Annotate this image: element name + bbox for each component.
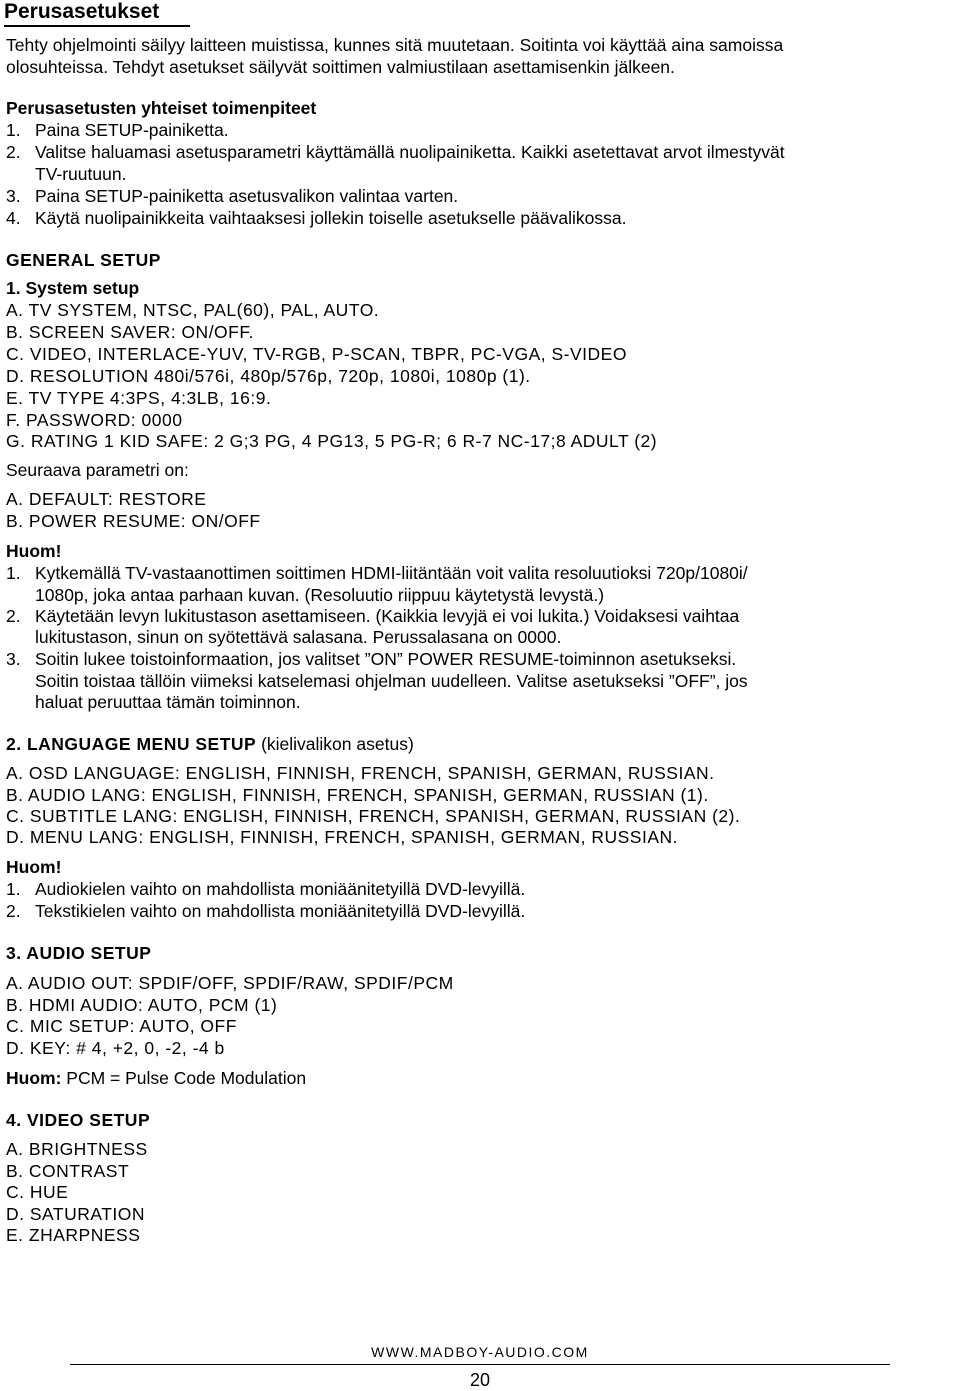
footer-url: WWW.MADBOY-AUDIO.COM — [371, 1344, 589, 1360]
note-line: 2. Käytetään levyn lukitustason asettamiseen. (Kaikkia levyjä ei voi lukita.) Voidaksesi vaihtaa — [6, 606, 740, 626]
note-line: 1080p, joka antaa parhaan kuvan. (Resoluutio riippuu käytetystä levystä.) — [35, 585, 605, 605]
page-number: 20 — [469, 1370, 491, 1390]
note-line: 3. Soitin lukee toistoinformaation, jos valitset ”ON” POWER RESUME-toiminnon asetukseksi. — [6, 649, 737, 669]
note-line: 1. Audiokielen vaihto on mahdollista moniäänitetyillä DVD-levyillä. — [6, 879, 526, 899]
footer-divider — [70, 1364, 890, 1365]
note-label: Huom! — [6, 541, 62, 561]
setting-item: E. ZHARPNESS — [6, 1225, 141, 1245]
note-line: haluat peruuttaa tämän toiminnon. — [35, 692, 301, 712]
setting-item: B. CONTRAST — [6, 1161, 130, 1181]
common-step: 4. Käytä nuolipainikkeita vaihtaaksesi jollekin toiselle asetukselle päävalikossa. — [6, 208, 627, 228]
language-heading-suffix: (kielivalikon asetus) — [261, 734, 414, 754]
setting-item: A. BRIGHTNESS — [6, 1139, 148, 1159]
setting-item: D. KEY: # 4, +2, 0, -2, -4 b — [6, 1038, 225, 1058]
setting-item: G. RATING 1 KID SAFE: 2 G;3 PG, 4 PG13, 5 PG-R; 6 R-7 NC-17;8 ADULT (2) — [6, 431, 658, 451]
common-heading: Perusasetusten yhteiset toimenpiteet — [6, 98, 317, 118]
setting-item: D. MENU LANG: ENGLISH, FINNISH, FRENCH, SPANISH, GERMAN, RUSSIAN. — [6, 827, 678, 847]
language-heading: 2. LANGUAGE MENU SETUP — [6, 734, 257, 754]
intro-line: Tehty ohjelmointi säilyy laitteen muistissa, kunnes sitä muutetaan. Soitinta voi käyttää aina samoissa — [6, 35, 784, 55]
setting-item: A. DEFAULT: RESTORE — [6, 489, 207, 509]
setting-item: C. HUE — [6, 1182, 69, 1202]
setting-item: A. AUDIO OUT: SPDIF/OFF, SPDIF/RAW, SPDIF/PCM — [6, 973, 454, 993]
note-label: Huom! — [6, 857, 62, 877]
note-line: lukitustason, sinun on syötettävä salasana. Perussalasana on 0000. — [35, 627, 562, 647]
setting-item: D. RESOLUTION 480i/576i, 480p/576p, 720p, 1080i, 1080p (1). — [6, 366, 531, 386]
setting-item: F. PASSWORD: 0000 — [6, 410, 183, 430]
setting-item: D. SATURATION — [6, 1204, 146, 1224]
common-step: TV-ruutuun. — [35, 164, 127, 184]
setting-item: B. AUDIO LANG: ENGLISH, FINNISH, FRENCH, SPANISH, GERMAN, RUSSIAN (1). — [6, 785, 709, 805]
general-setup-heading: GENERAL SETUP — [6, 250, 161, 270]
setting-item: C. VIDEO, INTERLACE-YUV, TV-RGB, P-SCAN, TBPR, PC-VGA, S-VIDEO — [6, 344, 627, 364]
language-heading-line — [6, 734, 414, 755]
intro-line: olosuhteissa. Tehdyt asetukset säilyvät soittimen valmiustilaan asettamisenkin jälkeen. — [6, 57, 675, 77]
setting-item: E. TV TYPE 4:3PS, 4:3LB, 16:9. — [6, 388, 272, 408]
common-step: 2. Valitse haluamasi asetusparametri käyttämällä nuolipainiketta. Kaikki asetettavat arvot ilmestyvät — [6, 142, 785, 162]
note-label: Huom: — [6, 1068, 62, 1088]
note-text: PCM = Pulse Code Modulation — [66, 1068, 307, 1088]
setting-item: C. MIC SETUP: AUTO, OFF — [6, 1016, 237, 1036]
audio-setup-heading: 3. AUDIO SETUP — [6, 943, 152, 963]
title-underline — [4, 25, 190, 27]
next-parameter-label: Seuraava parametri on: — [6, 460, 189, 480]
video-setup-heading: 4. VIDEO SETUP — [6, 1110, 151, 1130]
setting-item: A. OSD LANGUAGE: ENGLISH, FINNISH, FRENCH, SPANISH, GERMAN, RUSSIAN. — [6, 763, 715, 783]
setting-item: B. HDMI AUDIO: AUTO, PCM (1) — [6, 995, 278, 1015]
setting-item: C. SUBTITLE LANG: ENGLISH, FINNISH, FRENCH, SPANISH, GERMAN, RUSSIAN (2). — [6, 806, 741, 826]
common-step: 3. Paina SETUP-painiketta asetusvalikon valintaa varten. — [6, 186, 459, 206]
page-title: Perusasetukset — [4, 0, 160, 23]
note-line: Soitin toistaa tällöin viimeksi katselemasi ohjelman uudelleen. Valitse asetukseksi ”OFF”, jos — [35, 671, 748, 691]
setting-item: B. POWER RESUME: ON/OFF — [6, 511, 261, 531]
audio-note — [6, 1068, 306, 1089]
setting-item: A. TV SYSTEM, NTSC, PAL(60), PAL, AUTO. — [6, 300, 380, 320]
note-line: 2. Tekstikielen vaihto on mahdollista moniäänitetyillä DVD-levyillä. — [6, 901, 526, 921]
common-step: 1. Paina SETUP-painiketta. — [6, 120, 229, 140]
note-line: 1. Kytkemällä TV-vastaanottimen soittimen HDMI-liitäntään voit valita resoluutioksi 720p/1080i/ — [6, 563, 748, 583]
system-setup-subheading: 1. System setup — [6, 278, 140, 298]
setting-item: B. SCREEN SAVER: ON/OFF. — [6, 322, 254, 342]
